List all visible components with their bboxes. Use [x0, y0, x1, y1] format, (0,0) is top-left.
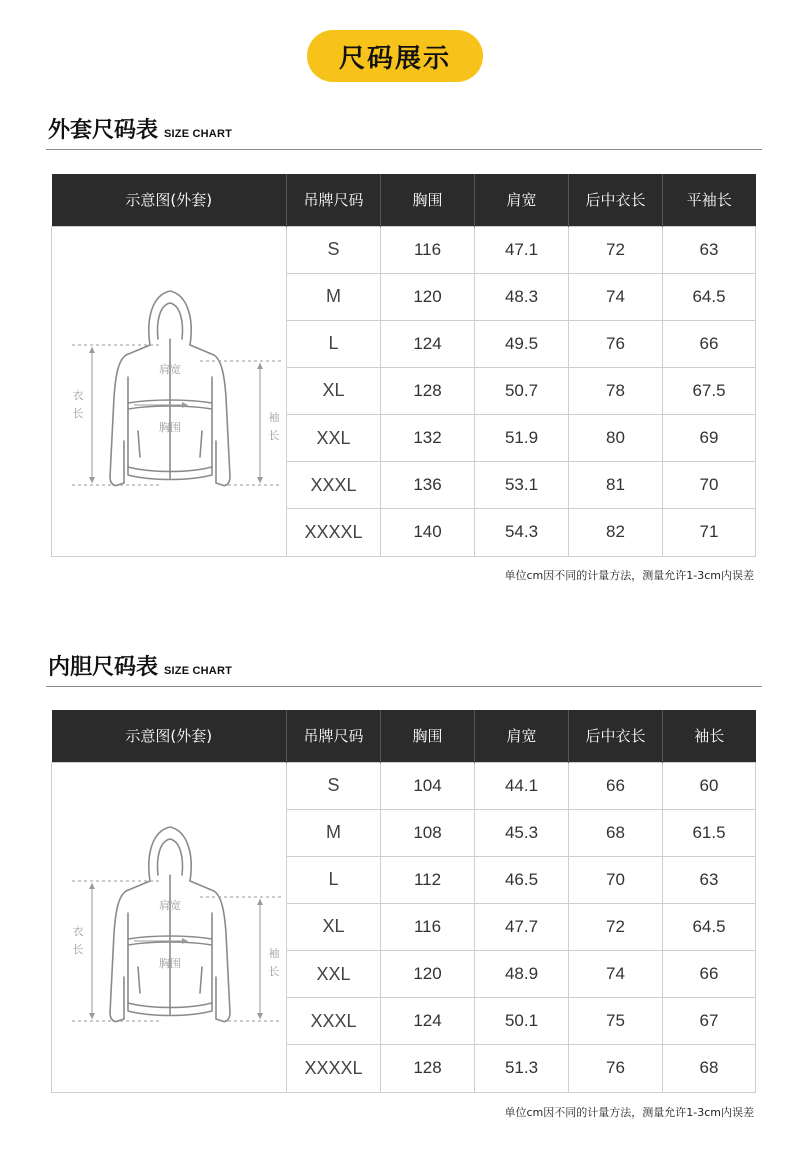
cell-size: XXL	[287, 415, 381, 462]
cell-chest: 124	[381, 998, 475, 1045]
cell-sleeve: 67.5	[663, 367, 756, 414]
cell-sleeve: 63	[663, 226, 756, 273]
cell-size: XXL	[287, 951, 381, 998]
cell-chest: 108	[381, 809, 475, 856]
diagram-label-length-2: 长	[72, 942, 84, 956]
cell-shoulder: 48.9	[475, 951, 569, 998]
diagram-label-length-1: 衣	[72, 924, 84, 938]
cell-back-length: 80	[569, 415, 663, 462]
cell-shoulder: 51.3	[475, 1045, 569, 1092]
outer-table-body	[52, 226, 756, 556]
cell-chest: 128	[381, 1045, 475, 1092]
diagram-label-sleeve-1: 袖	[268, 410, 280, 424]
header-tag-size: 吊牌尺码	[287, 710, 381, 762]
cell-shoulder: 48.3	[475, 273, 569, 320]
table-row	[52, 226, 756, 273]
cell-chest: 116	[381, 226, 475, 273]
diagram-label-sleeve-2: 长	[268, 964, 280, 978]
jacket-diagram-cell	[52, 762, 287, 1092]
cell-shoulder: 53.1	[475, 462, 569, 509]
table-row	[52, 762, 756, 809]
cell-back-length: 72	[569, 903, 663, 950]
cell-back-length: 74	[569, 951, 663, 998]
cell-size: M	[287, 809, 381, 856]
diagram-label-sleeve-1: 袖	[268, 946, 280, 960]
cell-back-length: 68	[569, 809, 663, 856]
cell-shoulder: 50.1	[475, 998, 569, 1045]
cell-back-length: 78	[569, 367, 663, 414]
jacket-diagram	[52, 227, 286, 551]
cell-sleeve: 66	[663, 951, 756, 998]
header-back-length: 后中衣长	[569, 174, 663, 226]
cell-chest: 132	[381, 415, 475, 462]
cell-shoulder: 49.5	[475, 320, 569, 367]
diagram-label-length-1: 衣	[72, 388, 84, 402]
cell-size: M	[287, 273, 381, 320]
table-header-row	[52, 174, 756, 226]
cell-sleeve: 61.5	[663, 809, 756, 856]
inner-table-body	[52, 762, 756, 1092]
cell-sleeve: 64.5	[663, 903, 756, 950]
diagram-label-length-2: 长	[72, 406, 84, 420]
cell-chest: 136	[381, 462, 475, 509]
jacket-diagram	[52, 763, 286, 1087]
jacket-diagram-cell	[52, 226, 287, 556]
cell-sleeve: 69	[663, 415, 756, 462]
header-back-length: 后中衣长	[569, 710, 663, 762]
cell-chest: 120	[381, 273, 475, 320]
cell-sleeve: 71	[663, 509, 756, 556]
cell-back-length: 70	[569, 856, 663, 903]
cell-shoulder: 45.3	[475, 809, 569, 856]
outer-measurement-note: 单位cm因不同的计量方法，测量允许1-3cm内误差	[504, 569, 754, 582]
header-sleeve: 平袖长	[663, 174, 756, 226]
cell-size: S	[287, 226, 381, 273]
outer-title: 外套尺码表	[48, 118, 159, 143]
cell-sleeve: 66	[663, 320, 756, 367]
outer-divider	[46, 149, 762, 150]
cell-size: S	[287, 762, 381, 809]
size-display-banner	[307, 30, 483, 82]
diagram-label-sleeve-2: 长	[268, 428, 280, 442]
diagram-label-chest: 胸围	[159, 420, 181, 434]
cell-shoulder: 51.9	[475, 415, 569, 462]
cell-sleeve: 63	[663, 856, 756, 903]
cell-sleeve: 70	[663, 462, 756, 509]
header-chest: 胸围	[381, 174, 475, 226]
cell-size: XXXL	[287, 462, 381, 509]
inner-title: 内胆尺码表	[48, 655, 159, 680]
cell-shoulder: 47.7	[475, 903, 569, 950]
inner-measurement-note: 单位cm因不同的计量方法，测量允许1-3cm内误差	[504, 1106, 754, 1119]
cell-back-length: 76	[569, 320, 663, 367]
cell-chest: 120	[381, 951, 475, 998]
diagram-label-shoulder: 肩宽	[159, 362, 181, 376]
header-diagram: 示意图(外套)	[52, 710, 287, 762]
cell-back-length: 76	[569, 1045, 663, 1092]
outer-subtitle: SIZE CHART	[164, 128, 233, 140]
cell-chest: 140	[381, 509, 475, 556]
cell-back-length: 74	[569, 273, 663, 320]
cell-chest: 112	[381, 856, 475, 903]
cell-size: XXXXL	[287, 509, 381, 556]
header-chest: 胸围	[381, 710, 475, 762]
cell-sleeve: 60	[663, 762, 756, 809]
cell-shoulder: 54.3	[475, 509, 569, 556]
cell-size: XXXL	[287, 998, 381, 1045]
cell-back-length: 82	[569, 509, 663, 556]
cell-chest: 128	[381, 367, 475, 414]
cell-chest: 116	[381, 903, 475, 950]
cell-sleeve: 67	[663, 998, 756, 1045]
diagram-label-chest: 胸围	[159, 956, 181, 970]
banner-title: 尺码展示	[338, 43, 451, 74]
cell-size: XXXXL	[287, 1045, 381, 1092]
cell-back-length: 81	[569, 462, 663, 509]
header-sleeve: 袖长	[663, 710, 756, 762]
cell-sleeve: 64.5	[663, 273, 756, 320]
inner-divider	[46, 686, 762, 687]
table-header-row	[52, 710, 756, 762]
cell-size: L	[287, 856, 381, 903]
cell-back-length: 75	[569, 998, 663, 1045]
cell-shoulder: 47.1	[475, 226, 569, 273]
header-tag-size: 吊牌尺码	[287, 174, 381, 226]
outer-size-table	[51, 174, 756, 557]
inner-section-title	[48, 650, 232, 681]
cell-back-length: 72	[569, 226, 663, 273]
inner-subtitle: SIZE CHART	[164, 665, 233, 677]
diagram-label-shoulder: 肩宽	[159, 898, 181, 912]
cell-size: XL	[287, 367, 381, 414]
cell-chest: 124	[381, 320, 475, 367]
outer-section-title	[48, 113, 232, 144]
header-shoulder: 肩宽	[475, 710, 569, 762]
cell-sleeve: 68	[663, 1045, 756, 1092]
header-shoulder: 肩宽	[475, 174, 569, 226]
cell-chest: 104	[381, 762, 475, 809]
header-diagram: 示意图(外套)	[52, 174, 287, 226]
cell-shoulder: 46.5	[475, 856, 569, 903]
inner-size-table	[51, 710, 756, 1093]
cell-size: XL	[287, 903, 381, 950]
cell-back-length: 66	[569, 762, 663, 809]
cell-shoulder: 50.7	[475, 367, 569, 414]
cell-size: L	[287, 320, 381, 367]
cell-shoulder: 44.1	[475, 762, 569, 809]
